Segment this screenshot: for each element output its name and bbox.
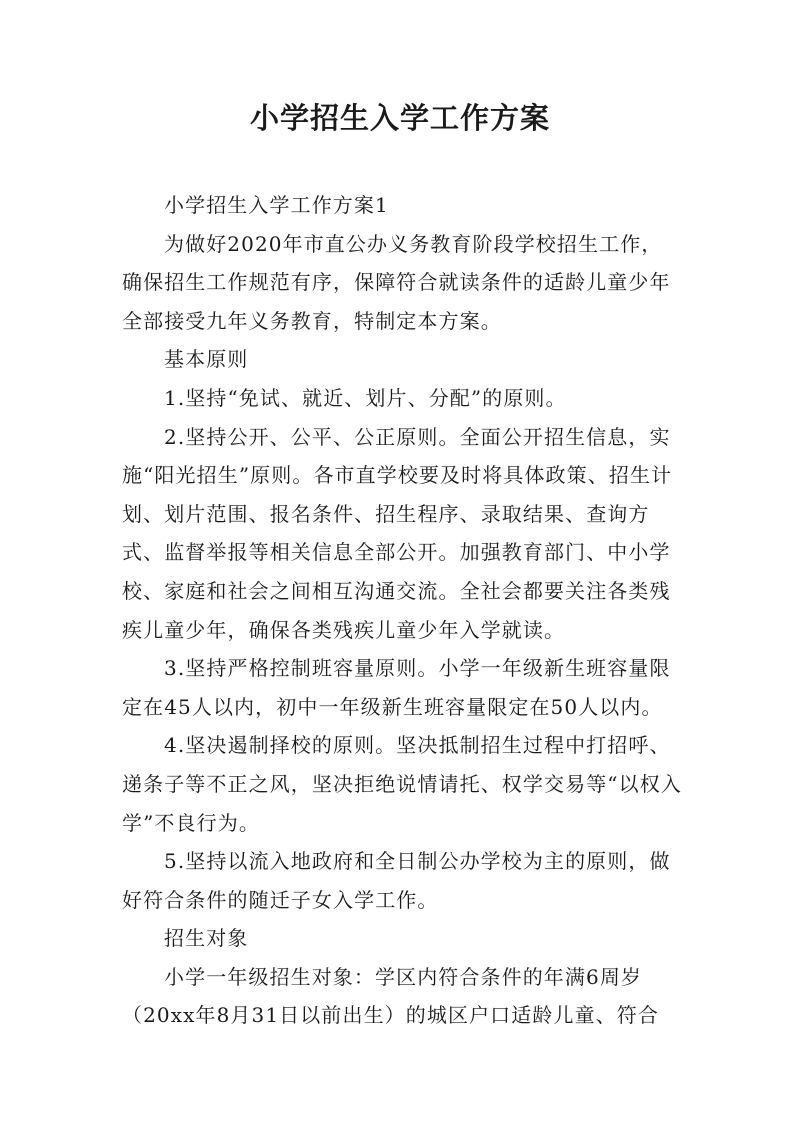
intro-paragraph: 为做好2020年市直公办义务教育阶段学校招生工作，确保招生工作规范有序，保障符合就读条件的适龄儿童少年全部接受九年义务教育，特制定本方案。 xyxy=(122,231,671,333)
enrollment-target-paragraph: 小学一年级招生对象：学区内符合条件的年满6周岁（20xx年8月31日以前出生）的城区户口适龄儿童、符合 xyxy=(122,964,659,1028)
principle-1: 1.坚持“免试、就近、划片、分配”的原则。 xyxy=(164,385,567,410)
principle-2: 2.坚持公开、公平、公正原则。全面公开招生信息，实施“阳光招生”原则。各市直学校要及时将具体政策、招生计划、划片范围、报名条件、招生程序、录取结果、查询方式、监督举报等相关信息全部公开。加强教育部门、中小学校、家庭和社会之间相互沟通交流。全社会都要关注各类残疾儿童少年，确保各类残疾儿童少年入学就读。 xyxy=(122,424,673,642)
section-heading-plan-1: 小学招生入学工作方案1 xyxy=(164,193,389,217)
principle-5: 5.坚持以流入地政府和全日制公办学校为主的原则，做好符合条件的随迁子女入学工作。 xyxy=(122,849,671,912)
principle-4: 4.坚决遏制择校的原则。坚决抵制招生过程中打招呼、递条子等不正之风，坚决拒绝说情请托、权学交易等“以权入学”不良行为。 xyxy=(122,733,682,835)
principle-3: 3.坚持严格控制班容量原则。小学一年级新生班容量限定在45人以内，初中一年级新生班容量限定在50人以内。 xyxy=(122,656,671,719)
document-title: 小学招生入学工作方案 xyxy=(249,101,550,135)
document-body xyxy=(122,186,682,1035)
section-heading-basic-principles: 基本原则 xyxy=(164,347,249,372)
section-heading-enrollment-targets: 招生对象 xyxy=(164,926,249,951)
